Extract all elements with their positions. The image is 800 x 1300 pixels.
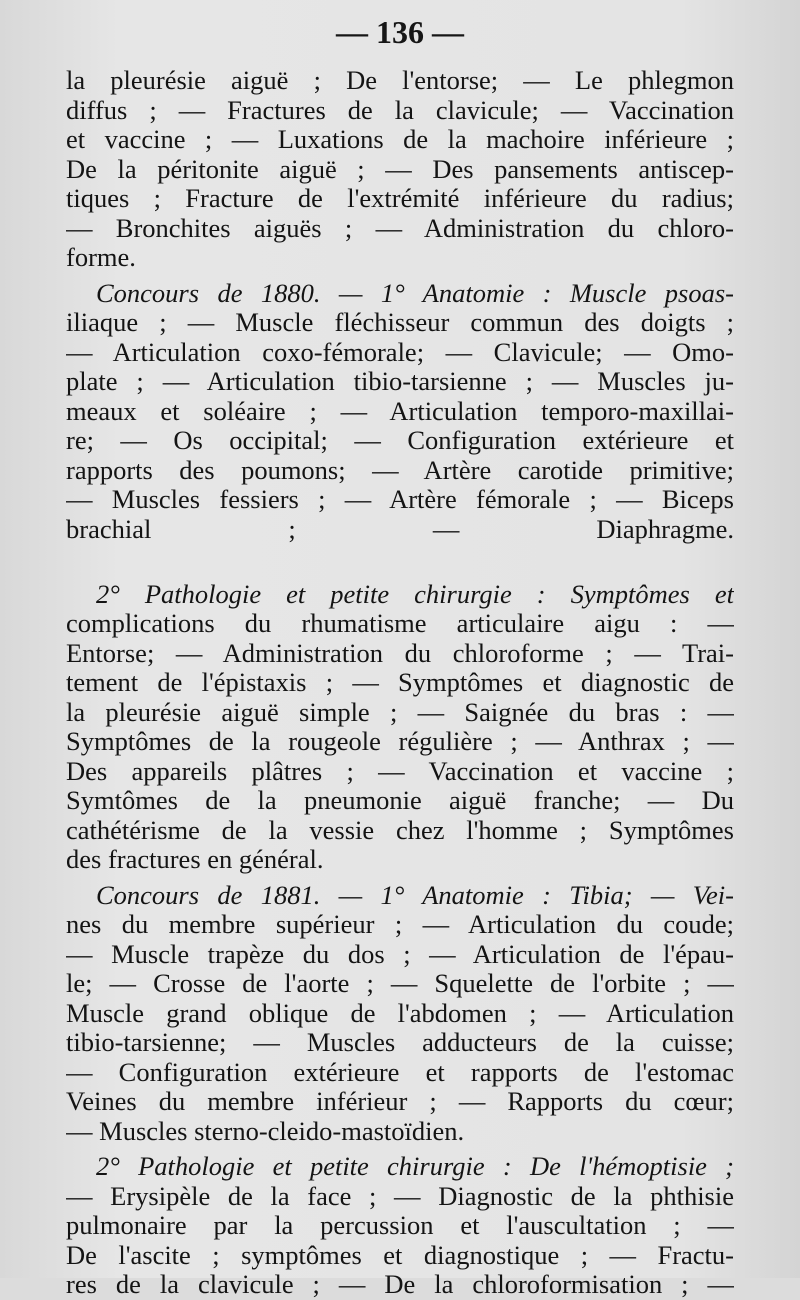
text-line-heading: [66, 580, 734, 610]
heading-text: 2° Pathologie et petite chirurgie : Symptômes et: [96, 579, 734, 609]
text-line: — Articulation coxo-fémorale; — Clavicule; — Omo-: [66, 337, 734, 367]
paragraph-concours-1880-pathologie: [66, 580, 734, 875]
paragraph-concours-1881-pathologie: [66, 1152, 734, 1300]
text-line: pulmonaire par la percussion et l'auscultation ; —: [66, 1211, 734, 1240]
heading-text: Concours de 1881. — 1° Anatomie : Tibia; — Vei-: [96, 880, 734, 910]
paragraph-continuation: [66, 66, 734, 273]
text-line: Des appareils plâtres ; — Vaccination et vaccine ;: [66, 756, 734, 786]
text-line-heading: [66, 279, 734, 309]
heading-text: 2° Pathologie et petite chirurgie : De l'hémoptisie ;: [96, 1152, 734, 1181]
text-line: cathétérisme de la vessie chez l'homme ; Symptômes: [66, 815, 734, 845]
text-line: forme.: [66, 243, 136, 272]
text-line: le; — Crosse de l'aorte ; — Squelette de l'orbite ; —: [66, 969, 734, 998]
page-number: — 136 —: [336, 14, 464, 50]
text-line: plate ; — Articulation tibio-tarsienne ; — Muscles ju-: [66, 367, 734, 396]
paragraph-concours-1881-anatomie: [66, 881, 734, 1147]
text-line: Entorse; — Administration du chloroforme ; — Trai-: [66, 638, 734, 668]
text-line: Symptômes de la rougeole régulière ; — Anthrax ; —: [66, 727, 734, 756]
text-line: Veines du membre inférieur ; — Rapports du cœur;: [66, 1087, 734, 1116]
text-line: complications du rhumatisme articulaire aigu : —: [66, 609, 734, 638]
text-line: tiques ; Fracture de l'extrémité inférieure du radius;: [66, 184, 734, 213]
body-text: [66, 66, 734, 1300]
text-line-heading: [66, 1152, 734, 1182]
text-line: brachial ; — Diaphragme.: [66, 514, 734, 544]
text-line: meaux et soléaire ; — Articulation temporo-maxillai-: [66, 396, 734, 426]
text-line: [66, 544, 734, 574]
text-line: — Configuration extérieure et rapports de l'estomac: [66, 1057, 734, 1087]
text-line: la pleurésie aiguë ; De l'entorse; — Le phlegmon: [66, 66, 734, 95]
text-line: iliaque ; — Muscle fléchisseur commun des doigts ;: [66, 308, 734, 337]
text-line: De l'ascite ; symptômes et diagnostique ; — Fractu-: [66, 1240, 734, 1270]
text-line: tibio-tarsienne; — Muscles adducteurs de la cuisse;: [66, 1028, 734, 1057]
text-line: tement de l'épistaxis ; — Symptômes et diagnostic de: [66, 668, 734, 697]
text-line: De la péritonite aiguë ; — Des pansements antiscep-: [66, 154, 734, 184]
heading-text: Concours de 1880. — 1° Anatomie : Muscle psoas-: [96, 278, 734, 308]
text-line: — Muscle trapèze du dos ; — Articulation de l'épau-: [66, 939, 734, 969]
text-line: — Muscles fessiers ; — Artère fémorale ; — Biceps: [66, 485, 734, 514]
text-line: diffus ; — Fractures de la clavicule; — Vaccination: [66, 95, 734, 125]
text-line: — Bronchites aiguës ; — Administration du chloro-: [66, 213, 734, 243]
text-line: la pleurésie aiguë simple ; — Saignée du bras : —: [66, 697, 734, 727]
text-line: rapports des poumons; — Artère carotide primitive;: [66, 455, 734, 485]
text-line: re; — Os occipital; — Configuration extérieure et: [66, 426, 734, 455]
text-line: res de la clavicule ; — De la chloroformisation ; —: [66, 1270, 734, 1299]
text-line: des fractures en général.: [66, 845, 324, 874]
text-line: et vaccine ; — Luxations de la machoire inférieure ;: [66, 125, 734, 154]
paragraph-concours-1880-anatomie: [66, 279, 734, 574]
text-line: — Muscles sterno-cleido-mastoïdien.: [66, 1116, 465, 1146]
text-line: nes du membre supérieur ; — Articulation du coude;: [66, 910, 734, 939]
text-line-heading: [66, 881, 734, 911]
text-line: — Erysipèle de la face ; — Diagnostic de la phthisie: [66, 1181, 734, 1211]
text-line: Muscle grand oblique de l'abdomen ; — Articulation: [66, 998, 734, 1028]
text-line: Symtômes de la pneumonie aiguë franche; — Du: [66, 786, 734, 815]
